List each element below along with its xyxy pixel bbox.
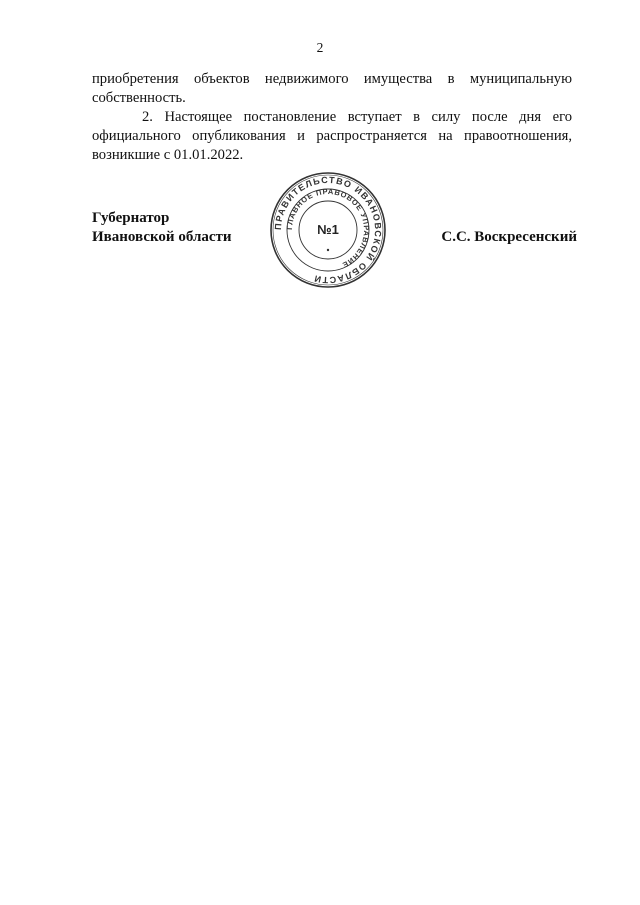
seal-center-text: №1 [317, 222, 339, 237]
signatory-title-line-2: Ивановской области [92, 229, 232, 245]
document-body [92, 70, 572, 165]
seal-outer-text: ПРАВИТЕЛЬСТВО ИВАНОВСКОЙ ОБЛАСТИ [272, 174, 384, 286]
paragraph-effective-date: 2. Настоящее постановление вступает в силу после дня его официального опубликования и распространяется на правоотношения, возникшие с 01.01.2022. [92, 109, 572, 163]
signatory-name: С.С. Воскресенский [441, 229, 577, 245]
official-seal [268, 170, 388, 290]
page-number: 2 [316, 40, 324, 55]
seal-stamp-icon [268, 170, 388, 290]
signatory-title-line-1: Губернатор [92, 210, 170, 226]
paragraph-continuation: приобретения объектов недвижимого имущества в муниципальную собственность. [92, 71, 572, 106]
signatory-title [92, 209, 232, 247]
seal-inner-text: ГЛАВНОЕ ПРАВОВОЕ УПРАВЛЕНИЕ [284, 186, 372, 270]
